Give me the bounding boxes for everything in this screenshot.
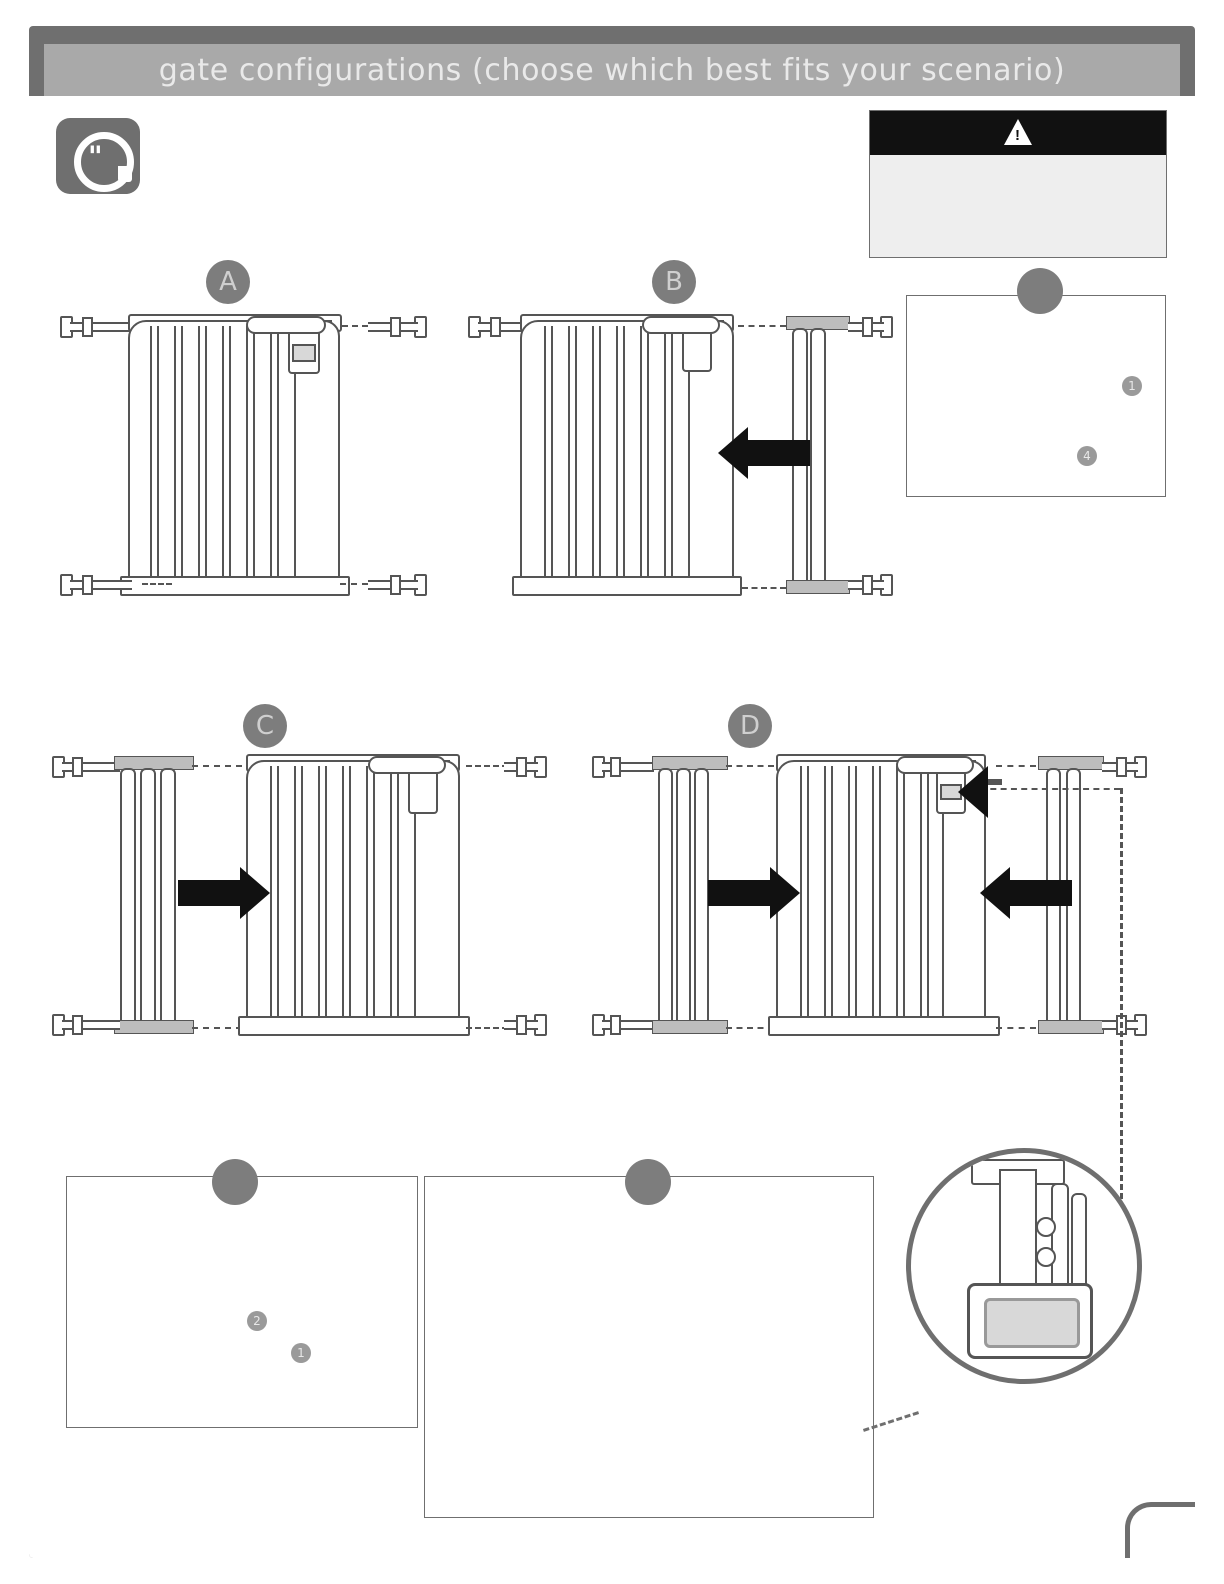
gate-bar <box>824 766 833 1024</box>
detail-latch-plate <box>967 1283 1093 1359</box>
extension-tube <box>140 768 156 1030</box>
gate-bar <box>616 326 625 584</box>
dash-connect-bottom <box>742 587 786 589</box>
gate-bar <box>198 326 207 584</box>
gate-bar <box>270 766 279 1024</box>
extension-tube <box>810 328 826 590</box>
gate-bar <box>664 326 673 584</box>
note-number: 1 <box>1122 376 1142 396</box>
bolt-top-right <box>848 320 900 330</box>
gate-bar <box>390 766 399 1024</box>
extension-pad-bottom <box>786 580 850 594</box>
dash-connect-top-left <box>726 765 774 767</box>
detail-leader-vertical <box>1120 788 1123 1208</box>
gate-handle[interactable] <box>368 756 446 774</box>
note-number: 1 <box>291 1343 311 1363</box>
gate-bar <box>800 766 809 1024</box>
extension-tube <box>694 768 709 1030</box>
tape-inch-mark: " <box>88 140 103 173</box>
bolt-top-right <box>368 320 448 330</box>
dash-connect-bottom-right <box>996 1027 1036 1029</box>
tape-measure-icon <box>56 118 140 194</box>
note-step-dot <box>212 1159 258 1205</box>
note-number: 2 <box>247 1311 267 1331</box>
gate-bottom-rail <box>768 1016 1000 1036</box>
gate-bar <box>150 326 159 584</box>
detail-leader-arrow <box>988 779 1002 785</box>
warning-bar <box>870 111 1166 155</box>
bolt-bottom-right <box>1102 1018 1154 1028</box>
bolt-bottom-left <box>592 1018 658 1028</box>
detail-latch-button[interactable] <box>984 1298 1080 1348</box>
latch-detail-magnifier <box>906 1148 1142 1384</box>
extension-tube <box>676 768 691 1030</box>
tape-ring <box>74 132 134 192</box>
warning-triangle-icon <box>1004 119 1032 145</box>
page-banner <box>44 44 1180 96</box>
detail-screw-icon <box>1036 1247 1056 1267</box>
configuration-b <box>460 300 900 620</box>
gate-handle[interactable] <box>246 316 326 334</box>
gate-bottom-rail <box>120 576 350 596</box>
panel-letter-d: D <box>728 704 772 748</box>
gate-handle[interactable] <box>642 316 720 334</box>
dash-connect-top <box>738 325 786 327</box>
extension-pad-bottom <box>652 1020 728 1034</box>
dash-connect-top-right <box>996 765 1036 767</box>
gate-bar <box>848 766 857 1024</box>
assembly-arrow-right <box>708 880 770 906</box>
extension-tube <box>658 768 673 1030</box>
detail-screw-icon <box>1036 1217 1056 1237</box>
gate-bar <box>222 326 231 584</box>
gate-bottom-rail <box>512 576 742 596</box>
gate-latch-button[interactable] <box>292 344 316 362</box>
gate-bar <box>544 326 553 584</box>
assembly-arrow-left <box>748 440 810 466</box>
dash-top-right <box>466 765 508 767</box>
note-number: 4 <box>1077 446 1097 466</box>
note-bottom-left <box>66 1176 418 1428</box>
gate-bar <box>318 766 327 1024</box>
extension-pad-bottom <box>114 1020 194 1034</box>
note-top-right <box>906 295 1166 497</box>
gate-latch <box>682 330 712 372</box>
bolt-top-right <box>1102 760 1154 770</box>
gate-bar <box>366 766 375 1024</box>
bolt-top-left <box>592 760 658 770</box>
gate-bar <box>920 766 929 1024</box>
gate-bar <box>342 766 351 1024</box>
gate-bar <box>872 766 881 1024</box>
assembly-arrow-left <box>1010 880 1072 906</box>
tape-tab <box>118 166 132 182</box>
gate-bar <box>640 326 649 584</box>
bolt-bottom-right <box>368 578 448 588</box>
configuration-a <box>50 300 430 620</box>
page-corner-notch <box>1125 1502 1195 1558</box>
panel-letter-b: B <box>652 260 696 304</box>
dash-connect-bottom-left <box>726 1027 774 1029</box>
panel-letter-a: A <box>206 260 250 304</box>
bolt-bottom-right <box>504 1018 552 1028</box>
warning-box <box>869 110 1167 258</box>
note-bottom-center <box>424 1176 874 1518</box>
gate-bar <box>294 766 303 1024</box>
gate-bar <box>174 326 183 584</box>
bolt-bottom-left <box>52 1018 126 1028</box>
dash-connect-top <box>192 765 242 767</box>
page-title: gate configurations (choose which best fits your scenario) <box>158 52 1066 88</box>
note-step-dot <box>625 1159 671 1205</box>
gate-bottom-rail <box>238 1016 470 1036</box>
dash-connect-bottom <box>192 1027 242 1029</box>
extension-tube <box>120 768 136 1030</box>
gate-latch <box>408 770 438 814</box>
detail-leader-horizontal <box>980 788 1120 790</box>
panel-letter-c: C <box>243 704 287 748</box>
note-step-dot <box>1017 268 1063 314</box>
dash-bottom-right <box>340 583 368 585</box>
gate-bar <box>592 326 601 584</box>
bolt-bottom-right <box>848 578 900 588</box>
dash-bottom-right <box>466 1027 508 1029</box>
gate-bar <box>246 326 255 584</box>
warning-text-area <box>876 161 1160 251</box>
dash-bottom-left <box>142 583 172 585</box>
extension-tube <box>160 768 176 1030</box>
gate-bar <box>270 326 279 584</box>
configuration-c <box>48 740 548 1060</box>
extension-pad-bottom-right <box>1038 1020 1104 1034</box>
gate-bar <box>896 766 905 1024</box>
bolt-top-right <box>504 760 552 770</box>
assembly-arrow-right <box>178 880 240 906</box>
bolt-bottom-left <box>60 578 140 588</box>
gate-bar <box>568 326 577 584</box>
